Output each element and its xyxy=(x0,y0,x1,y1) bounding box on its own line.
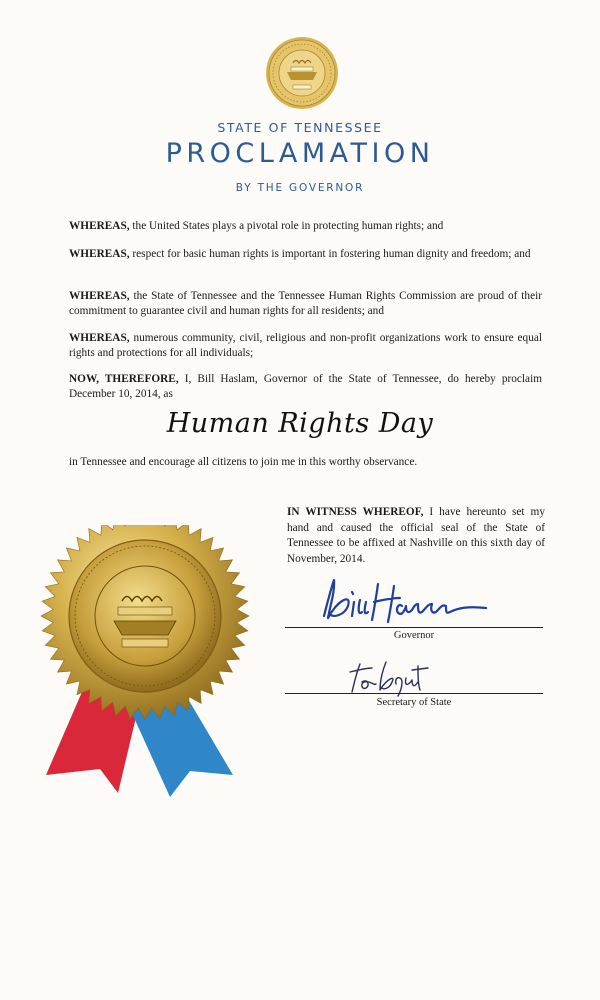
witness-text: I have hereunto set my hand and caused the official seal of the State of Tennessee to be affixed at Nashville on this sixth day of November, 2014. xyxy=(287,506,545,565)
secretary-label: Secretary of State xyxy=(376,697,452,708)
paragraph-lead: WHEREAS, xyxy=(69,332,130,344)
paragraph-text: the United States plays a pivotal role in protecting human rights; and xyxy=(129,220,444,232)
paragraph-text: I, Bill Haslam, Governor of the State of Tennessee, do hereby proclaim December 10, 2014, as xyxy=(69,373,542,400)
therefore-paragraph xyxy=(69,372,542,402)
header-state: STATE OF TENNESSEE xyxy=(217,120,383,135)
governor-label: Governor xyxy=(393,630,435,641)
paragraph-text: numerous community, civil, religious and non-profit organizations work to ensure equal rights and protections for all individuals; xyxy=(69,332,542,359)
witness-lead: IN WITNESS WHEREOF, xyxy=(287,506,424,518)
whereas-paragraph xyxy=(69,331,542,361)
secretary-signature-line xyxy=(285,693,543,694)
whereas-paragraph xyxy=(69,219,542,234)
paragraph-text: the State of Tennessee and the Tennessee Human Rights Commission are proud of their commitment to guarantee civil and human rights for all residents; and xyxy=(69,290,542,317)
header-subtitle: BY THE GOVERNOR xyxy=(235,182,365,194)
witness-paragraph xyxy=(287,505,545,567)
paragraph-lead: WHEREAS, xyxy=(69,290,130,302)
whereas-paragraph xyxy=(69,247,542,262)
governor-signature xyxy=(318,572,493,628)
paragraph-text: respect for basic human rights is important in fostering human dignity and freedom; and xyxy=(129,248,531,260)
secretary-signature xyxy=(346,656,436,698)
paragraph-lead: WHEREAS, xyxy=(69,248,130,260)
paragraph-lead: WHEREAS, xyxy=(69,220,130,232)
whereas-paragraph xyxy=(69,289,542,319)
governor-signature-line xyxy=(285,627,543,628)
proclaimed-day-title: Human Rights Day xyxy=(166,408,434,439)
state-seal-emblem xyxy=(265,36,339,110)
header-title: PROCLAMATION xyxy=(165,138,435,169)
paragraph-lead: NOW, THEREFORE, xyxy=(69,373,179,385)
closing-sentence: in Tennessee and encourage all citizens to join me in this worthy observance. xyxy=(69,456,418,468)
gold-seal-with-ribbons xyxy=(38,525,253,805)
